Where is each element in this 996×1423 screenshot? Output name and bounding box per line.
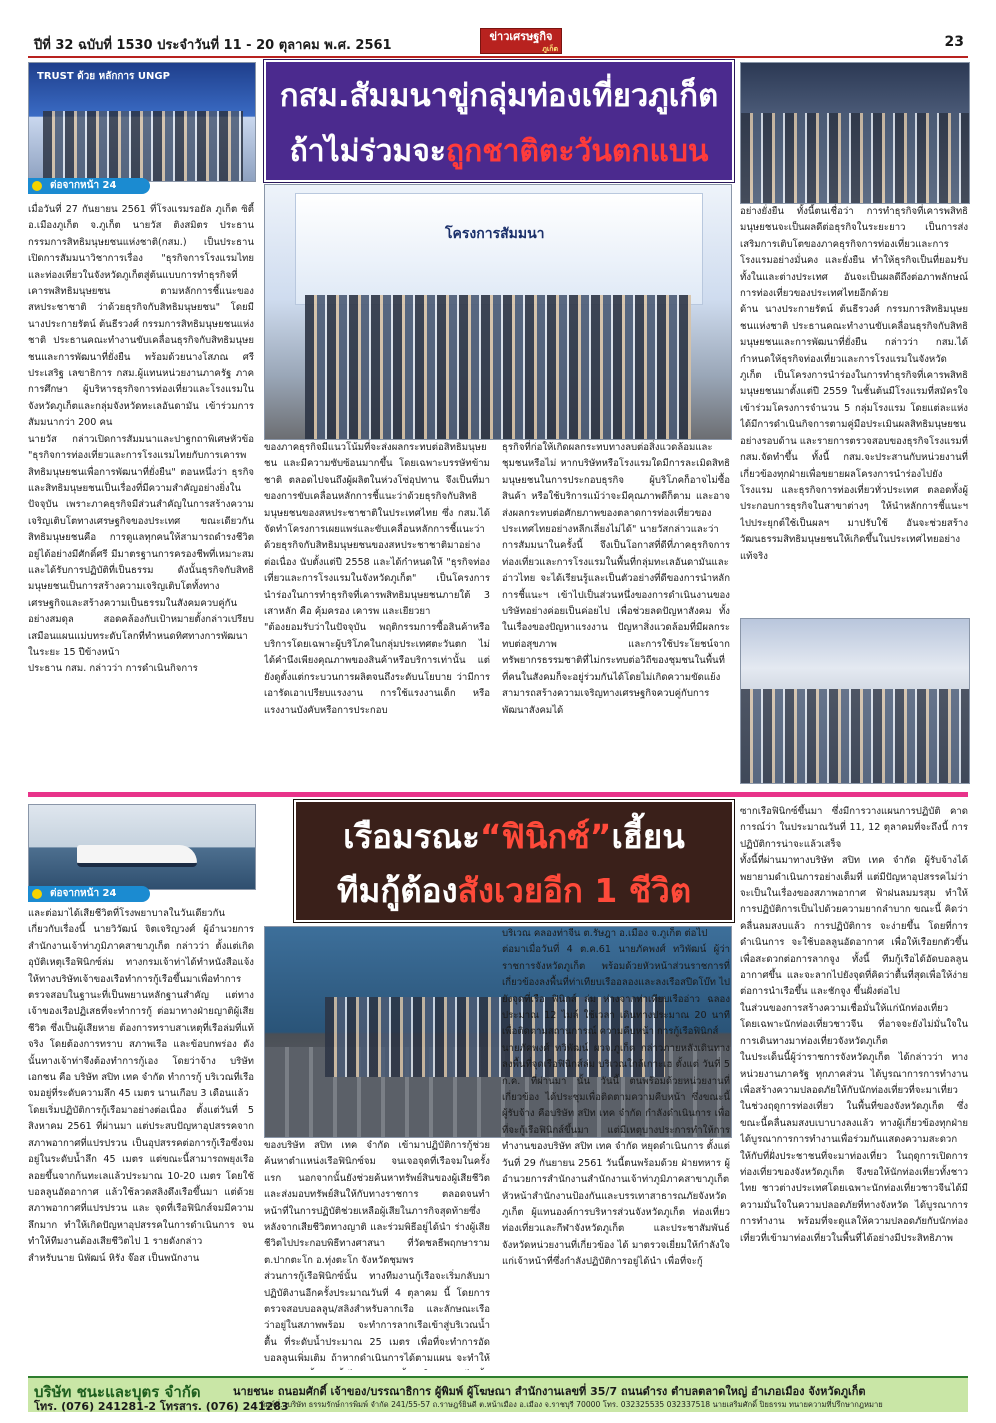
phoenix-article-col1: และต่อมาได้เสียชีวิตที่โรงพยาบาลในวันเดียวกัน เกี่ยวกับเรื่องนี้ นายวิวัฒน์ จิตเจริญวงศ์ ผู้อำนวยการสำนักงานเจ้าท่าภูมิภาคสาขาภูเก็ต กล่าวว่า ตั้งแต่เกิดอุบัติเหตุเรือฟินิกซ์ล่ม ทางกรมเจ้าท่าได้ทำหนังสือแจ้งให้ทางบริษัทเจ้าของเรือทำการกู้เรือขึ้นมาเพื่อทำการตรวจสอบในฐานะที่เป็นพยานหลักฐานสำคัญ แต่ทางเจ้าของเรือปฏิเสธที่จะทำการกู้ ต่อมาทางฝ่ายญาติผู้เสียชีวิต ซึ่งเป็นผู้เสียหาย ต้องการทราบสาเหตุที่เรือล่มที่แท้จริง โดยต้องการทราบ สภาพเรือ และข้อบกพร่อง ดังนั้นทางเจ้าท่าจึงต้องทำการกู้เอง โดยว่าจ้าง บริษัทเอกชน คือ บริษัท สปิท เทค จำกัด ทำการกู้ บริเวณที่เรือจมอยู่ที่ระดับความลึก 45 เมตร นานเกือบ 3 เดือนแล้ว โดยเริ่มปฏิบัติการกู้เรือมาอย่างต่อเนื่อง ตั้งแต่วันที่ 5 สิงหาคม 2561 ที่ผ่านมา แต่ประสบปัญหาอุปสรรคจากสภาพอากาศที่แปรปรวน เป็นอุปสรรคต่อการกู้เรือซึ่งจมอยู่ในระดับน้ำลึก 45 เมตร แต่ขณะนี้สามารถพยุงเรือลอยขึ้นจากก้นทะเลแล้วประมาณ 10-20 เมตร โดยใช้บอลลูนอัดอากาศ แล้วใช้ลวดสลิงดึงเรือขึ้นมา แต่ด้วยสภาพอากาศที่แปรปรวน และ จุดที่เรือฟินิกส์จมมีความลึกมาก ทำให้เกิดปัญหาอุปสรรคในการดำเนินการ จนทำให้ทีมงานต้องเสียชีวิตไป 1 รายดังกล่าว สำหรับนาย นิพัฒน์ หิรัง จ๊อส เป็นพนักงาน: [28, 908, 254, 1264]
masthead: [28, 28, 968, 56]
people-row: [43, 111, 243, 181]
audience-photo-mid-right: [740, 618, 970, 784]
footer-print-line: พิมพ์ที่...บริษัท ธรรมรักษ์การพิมพ์ จำกัด 241/55-57 ถ.ราษฎร์ยินดี ต.หน้าเมือง อ.เมือง จ.ราชบุรี 70000 โทร. 032325535 032337518 นายเสริมศักดิ์ ปิยธรรม ทนายความที่ปรึกษากฎหมาย: [260, 1400, 883, 1409]
headline-phoenix-line1: [296, 810, 732, 863]
masthead-rule: [28, 56, 968, 58]
award-recipients-row: [305, 295, 691, 439]
phoenix-article-col3: บริเวณ คลองท่าจีน ต.รัษฎา อ.เมือง จ.ภูเก็ต ต่อไป ต่อมาเมื่อวันที่ 4 ต.ค.61 นายภัคพงศ์ ทวิพัฒน์ ผู้ว่าราชการจังหวัดภูเก็ต พร้อมด้วยหัวหน้าส่วนราชการที่เกี่ยวข้องลงพื้นที่ท่าเทียบเรืออลองและลงเรือสปีดโบ๊ท ไปยังจุดที่เรือ ฟินิกส์ ล่ม ห่างจากท่าเทียบเรืออ่าว ฉลอง ประมาณ 12 ไมล์ ใช้เวลา เดินทางประมาณ 20 นาที เพื่อติดตามสถานการณ์ ความคืบหน้า การกู้เรือฟินิกส์ นายภัคพงศ์ ทวิพัฒน์ ผวจ.ภูเก็ต กล่าวภายหลังเดินทางลงพื้นที่จุดเรือฟินิกส์ล่ม บริเวณใกล้เกาะเฮ ตั้งแต่ วันที่ 5 ก.ค. ที่ผ่านมา นั้น วันนี้ ตนพร้อมด้วยหน่วยงานที่เกี่ยวข้อง ได้ประชุมเพื่อติดตามความคืบหน้า ซึ่งขณะนี้ผู้รับจ้าง คือบริษัท สปิท เทค จำกัด กำลังดำเนินการ เพื่อที่จะกู้เรือฟินิกส์ขึ้นมา แต่มีเหตุบางประการทำให้การทำงานของบริษัท สปิท เทค จำกัด หยุดดำเนินการ ตั้งแต่วันที่ 29 กันยายน 2561 วันนี้ตนพร้อมด้วย ฝ่ายทหาร ผู้อำนวยการสำนักงานสำนักงานเจ้าท่าภูมิภาคสาขาภูเก็ต หัวหน้าสำนักงานป้องกันและบรรเทาสาธารณภัยจังหวัดภูเก็ต ผู้แทนองค์การบริหารส่วนจังหวัดภูเก็ต ท่องเที่ยวท่องเที่ยวและกีฬาจังหวัดภูเก็ต และประชาสัมพันธ์จังหวัดหน่วยงานที่เกี่ยวข้อง ได้ มาตรวจเยี่ยมให้กำลังใจแก่เจ้าหน้าที่ซึ่งกำลังปฏิบัติการอยู่ได้นำ เพื่อที่จะกู้: [502, 928, 730, 1268]
continued-badge: [28, 178, 150, 194]
seminar-article-col4: อย่างยั่งยืน ทั้งนี้ตนเชื่อว่า การทำธุรกิจที่เคารพสิทธิมนุษยชนจะเป็นผลดีต่อธุรกิจในระยะยาว เป็นการส่งเสริมการเติบโตของภาคธุรกิจการท่องเที่ยวและการโรงแรมอย่างมั่นคง และยั่งยืน ทำให้ธุรกิจเป็นที่ยอมรับทั้งในและต่างประเทศ อันจะเป็นผลดีถึงต่อภาพลักษณ์การท่องเที่ยวของประเทศไทยอีกด้วย ด้าน นางประกายรัตน์ ต้นธีรวงศ์ กรรมการสิทธิมนุษยชนแห่งชาติ ประธานคณะทำงานขับเคลื่อนธุรกิจกับสิทธิมนุษยชนและการพัฒนาที่ยั่งยืน กล่าวว่า กสม.ได้กำหนดให้ธุรกิจท่องเที่ยวและการโรงแรมในจังหวัดภูเก็ต เป็นโครงการนำร่องในการทำธุรกิจที่เคารพสิทธิมนุษยชนมาตั้งแต่ปี 2559 ในชั้นต้นมีโรงแรมที่สมัครใจเข้าร่วมโครงการจำนวน 5 กลุ่มโรงแรม โดยแต่ละแห่งได้มีการดำเนินกิจการตามคู่มือประเมินผลสิทธิมนุษยชนอย่างรอบด้าน และรายการตรวจสอบของธุรกิจโรงแรมที่ กสม.จัดทำขึ้น ทั้งนี้ กสม.จะประสานกับหน่วยงานที่เกี่ยวข้องทุกฝ่ายเพื่อขยายผลโครงการนำร่องไปยังโรงแรม และธุรกิจการท่องเที่ยวทั่วประเทศ ตลอดทั้งผู้ประกอบการธุรกิจในสาขาต่างๆ ให้นำหลักการชี้แนะฯ ไปประยุกต์ใช้เป็นผลฯ มาปรับใช้ อันจะช่วยสร้างวัฒนธรรมสิทธิมนุษยชนให้เกิดขึ้นในประเทศไทยอย่างแท้จริง: [740, 206, 968, 562]
headline-phoenix-line2-prefix: ทีมกู้ต้อง: [336, 871, 458, 910]
speedboat-hull: [77, 845, 197, 867]
headline-seminar-line2: [266, 128, 732, 175]
issue-info: ปีที่ 32 ฉบับที่ 1530 ประจำวันที่ 11 - 20 ตุลาคม พ.ศ. 2561: [34, 38, 392, 53]
headline-seminar-line1: กสม.สัมมนาขู่กลุ่มท่องเที่ยวภูเก็ต: [279, 78, 719, 114]
section-divider: [28, 792, 968, 797]
stage-sign-text: โครงการสัมมนา: [445, 226, 545, 242]
audience-crowd: [741, 113, 969, 203]
headline-seminar-line2-prefix: ถ้าไม่ร่วมจะ: [289, 134, 446, 169]
audience-seated: [741, 689, 969, 783]
footer-owner-line: นายชนะ ถนอมศักดิ์ เจ้าของ/บรรณาธิการ ผู้พิมพ์ ผู้โฆษณา สำนักงานเลขที่ 35/7 ถนนดำรง ตำบลตลาดใหญ่ อำเภอเมือง จังหวัดภูเก็ต: [233, 1385, 866, 1398]
publisher-footer: [28, 1376, 968, 1412]
logo-subtext: ภูเก็ต: [542, 45, 558, 53]
continued-badge-label: ต่อจากหน้า 24: [50, 180, 117, 191]
headline-phoenix-line2: [296, 864, 732, 917]
headline-seminar-line2-highlight: ถูกชาติตะวันตกแบน: [445, 134, 709, 169]
headline-phoenix-line1-suffix: เฮี้ยน: [611, 817, 685, 856]
newspaper-logo: [480, 28, 562, 54]
phoenix-article-col4: ซากเรือฟินิกซ์ขึ้นมา ซึ่งมีการวางแผนการปฏิบัติ คาดการณ์ว่า ในประมาณวันที่ 11, 12 ตุลาคมที่จะถึงนี้ การปฏิบัติการน่าจะแล้วเสร็จ ทั้งนี้ที่ผ่านมาทางบริษัท สปิท เทค จำกัด ผู้รับจ้างได้พยายามดำเนินการอย่างเต็มที่ แต่มีปัญหาอุปสรรคไม่ว่าจะเป็นในเรื่องของสภาพอากาศ ฟ้าฝนลมมรสุม ทำให้การปฏิบัติการเป็นไปด้วยความยากลำบาก ขณะนี้ คิดว่าคลื่นลมสงบแล้ว การปฏิบัติการ จะง่ายขึ้น โดยที่การดำเนินการ จะใช้บอลลูนอัดอากาศ เพื่อให้เรือยกตัวขึ้นเพื่อสะดวกต่อการลากจูง ทั้งนี้ ทีมกู้เรือได้อัดบอลลูนอากาศขึ้น และจะลากไปยังจุดที่คิดว่าตื้นที่สุดเพื่อให้ง่ายต่อการนำเรือขึ้น และชักจูง ขึ้นฝั่งต่อไป ในส่วนของการสร้างความเชื่อมั่นให้แก่นักท่องเที่ยว โดยเฉพาะนักท่องเที่ยวชาวจีน ที่อาจจะยังไม่มั่นใจในการเดินทางมาท่องเที่ยวจังหวัดภูเก็ต ในประเด็นนี้ผู้ว่าราชการจังหวัดภูเก็ต ได้กล่าวว่า ทางหน่วยงานภาครัฐ ทุกภาคส่วน ได้บูรณาการการทำงานเพื่อสร้างความปลอดภัยให้กับนักท่องเที่ยวที่จะมาเที่ยวในช่วงฤดูการท่องเที่ยว ในพื้นที่ของจังหวัดภูเก็ต ซึ่งขณะนี้คลื่นลมสงบเบาบางลงแล้ว ทางผู้เกี่ยวข้องทุกฝ่ายได้บูรณาการการทำงานเพื่อร่วมกันแสดงความสะดวกให้กับที่ฝั่งประชาชนที่จะมาท่องเที่ยว ในฤดูการเปิดการท่องเที่ยวของจังหวัดภูเก็ต จึงขอให้นักท่องเที่ยวทั้งชาวไทย ชาวต่างประเทศโดยเฉพาะนักท่องเที่ยวชาวจีนได้มีความมั่นใจในความปลอดภัยที่ทางจังหวัด ได้บูรณาการการทำงาน พร้อมที่จะดูแลให้ความปลอดภัยกับนักท่องเที่ยวที่เข้ามาท่องเที่ยวในพื้นที่ได้อย่างมีประสิทธิภาพ: [740, 806, 968, 1244]
badge-dot-icon: [32, 181, 42, 191]
seminar-article-col3: ธุรกิจที่ก่อให้เกิดผลกระทบทางลบต่อสิ่งแวดล้อมและชุมชนหรือไม่ หากบริษัทหรือโรงแรมใดมีการละเมิดสิทธิมนุษยชนในการประกอบธุรกิจ ผู้บริโภคก็อาจไม่ซื้อสินค้า หรือใช้บริการแม้ว่าจะมีคุณภาพดีก็ตาม และอาจส่งผลกระทบต่อศักยภาพของตลาดการท่องเที่ยวของประเทศไทยอย่างหลีกเลี่ยงไม่ได้" นายวัสกล่าวและว่า การสัมมนาในครั้งนี้ จึงเป็นโอกาสที่ดีที่ภาคธุรกิจการท่องเที่ยวและการโรงแรมในพื้นที่กลุ่มทะเลอันดามันและอ่าวไทย จะได้เรียนรู้และเป็นตัวอย่างที่ดีของการนำหลักการชี้แนะฯ เข้าไปเป็นส่วนหนึ่งของการดำเนินงานของบริษัทอย่างค่อยเป็นค่อยไป เพื่อช่วยลดปัญหาสังคม ทั้งในเรื่องของปัญหาแรงงาน ปัญหาสิ่งแวดล้อมที่มีผลกระทบต่อสุขภาพ และการใช้ประโยชน์จากทรัพยากรธรรมชาติที่ไม่กระทบต่อวิถีของชุมชนในพื้นที่ ที่คนในสังคมก็จะอยู่ร่วมกันได้โดยไม่เกิดความขัดแย้ง สามารถสร้างความเจริญทางเศรษฐกิจควบคู่กับการพัฒนาสังคมได้: [502, 442, 730, 716]
footer-phone: โทร. (076) 241281-2 โทรสาร. (076) 241283: [34, 1400, 289, 1413]
headline-phoenix-line1-prefix: เรือมรณะ: [343, 817, 480, 856]
continued-badge-2-label: ต่อจากหน้า 24: [50, 888, 117, 899]
headline-phoenix-line2-highlight: สังเวยอีก 1 ชีวิต: [457, 871, 692, 910]
audience-photo-top-right: [740, 62, 970, 204]
headline-phoenix: [294, 800, 734, 922]
photo-banner-text: TRUST ด้วย หลักการ UNGP: [37, 71, 170, 82]
seminar-stage-photo: [264, 184, 732, 440]
headline-seminar: [264, 60, 734, 182]
seminar-group-photo-left: [28, 62, 256, 182]
speedboat-photo: [28, 804, 256, 890]
logo-text: ข่าวเศรษฐกิจ: [489, 30, 553, 43]
badge-dot-icon-2: [32, 889, 42, 899]
stage-backdrop: [295, 193, 703, 305]
footer-company: บริษัท ชนะและบุตร จำกัด: [34, 1383, 201, 1401]
seminar-article-col1: เมื่อวันที่ 27 กันยายน 2561 ที่โรงแรมรอยัล ภูเก็ต ซิตี้ อ.เมืองภูเก็ต จ.ภูเก็ต นายวัส ติงสมิตร ประธานกรรมการสิทธิมนุษยชนแห่งชาติ(กสม.) เป็นประธานเปิดการสัมมนาวิชาการเรื่อง "ธุรกิจการโรงแรมไทยและท่องเที่ยวในจังหวัดภูเก็ตสู่ต้นแบบการทำธุรกิจที่เคารพสิทธิมนุษยชน ตามหลักการชี้แนะของสหประชาชาติ ว่าด้วยธุรกิจกับสิทธิมนุษยชน" โดยมีนางประกายรัตน์ ต้นธีรวงศ์ กรรมการสิทธิมนุษยชนแห่งชาติ ประธานคณะทำงานขับเคลื่อนธุรกิจกับสิทธิมนุษยชนและการพัฒนาที่ยั่งยืน พร้อมด้วยนางโสภณ ศรีประเสริฐ เลขาธิการ กสม.ผู้แทนหน่วยงานภาครัฐ ภาคการศึกษา ผู้บริหารธุรกิจการท่องเที่ยวและโรงแรมในจังหวัดภูเก็ตและกลุ่มจังหวัดทะเลอันดามัน เข้าร่วมการสัมมนากว่า 200 คน นายวัส กล่าวเปิดการสัมมนาและปาฐกถาพิเศษหัวข้อ "ธุรกิจการท่องเที่ยวและการโรงแรมไทยกับการเคารพสิทธิมนุษยชนเพื่อการพัฒนาที่ยั่งยืน" ตอนหนึ่งว่า ธุรกิจและสิทธิมนุษยชนเป็นเรื่องที่มีความสำคัญอย่างยิ่งในปัจจุบัน เพราะภาคธุรกิจมีส่วนสำคัญในการสร้างความเจริญเติบโตทางเศรษฐกิจของประเทศ ขณะเดียวกันสิทธิมนุษยชนคือ การดูแลทุกคนให้สามารถดำรงชีวิตอยู่ได้อย่างมีศักดิ์ศรี มีมาตรฐานการครองชีพที่เหมาะสม และได้รับการปฏิบัติที่เป็นธรรม ดังนั้นธุรกิจกับสิทธิมนุษยชนเป็นการสร้างความเจริญเติบโตทั้งทางเศรษฐกิจและสร้างความเป็นธรรมในสังคมควบคู่กันอย่างสมดุล สอดคล้องกับเป้าหมายตั้งกล่าวเปรียบเสมือนแผนแม่บทระดับโลกที่ทำหนดทิศทางการพัฒนาในระยะ 15 ปีข้างหน้า ประธาน กสม. กล่าวว่า การดำเนินกิจการ: [28, 204, 254, 675]
headline-phoenix-line1-highlight: “ฟินิกซ์”: [479, 817, 612, 856]
page-number: 23: [944, 34, 964, 50]
phoenix-article-col2: ของบริษัท สปิท เทค จำกัด เข้ามาปฏิบัติการกู้ช่วยค้นหาตำแหน่งเรือฟินิกซ์จม จนเจอจุดที่เรือจมในครั้งแรก นอกจากนั้นยังช่วยค้นหาทรัพย์สินของผู้เสียชีวิตและส่งมอบทรัพย์สินให้กับทางราชการ ตลอดจนทำหน้าที่ในการปฏิบัติช่วยเหลือผู้เสียในภารกิจสุดท้ายซึ่งหลังจากเสียชีวิตทางญาติ และร่วมพิธีอยู่ได้นำ ร่างผู้เสียชีวิตไปประกอบพิธีทางศาสนา ที่วัดชลธีพฤกษาราม ต.ปากตะโก อ.ทุ่งตะโก จังหวัดชุมพร ส่วนการกู้เรือฟินิกซ์นั้น ทางทีมงานกู้เรือจะเริ่มกลับมาปฏิบัติงานอีกครั้งประมาณวันที่ 4 ตุลาคม นี้ โดยการตรวจสอบบอลลูน/สลิงสำหรับลากเรือ และลักษณะเรือว่าอยู่ในสภาพพร้อม จะทำการลากเรือเข้าสู่บริเวณน้ำตื้น ที่ระดับน้ำประมาณ 25 เมตร เพื่อที่จะทำการอัดบอลลูนเพิ่มเติม ถ้าหากดำเนินการได้ตามแผน จะทำให้: [264, 1140, 490, 1365]
continued-badge-2: [28, 886, 150, 902]
seminar-article-col2: ของภาคธุรกิจมีแนวโน้มที่จะส่งผลกระทบต่อสิทธิมนุษยชน และมีความซับซ้อนมากขึ้น โดยเฉพาะบรรษัทข้ามชาติ ตลอดไปจนถึงผู้ผลิตในห่วงโซ่อุปทาน จึงเป็นที่มาของการขับเคลื่อนหลักการชี้แนะว่าด้วยธุรกิจกับสิทธิมนุษยชนของสหประชาชาติในประเทศไทย ซึ่ง กสม.ได้จัดทำโครงการเผยแพร่และขับเคลื่อนหลักการชี้แนะว่าด้วยธุรกิจกับสิทธิมนุษยชนของสหประชาชาติมาอย่างต่อเนื่อง นับตั้งแต่ปี 2558 และได้กำหนดให้ "ธุรกิจท่องเที่ยวและการโรงแรมในจังหวัดภูเก็ต" เป็นโครงการนำร่องในการทำธุรกิจที่เคารพสิทธิมนุษยชนภายใต้ 3 เสาหลัก คือ คุ้มครอง เคารพ และเยียวยา "ต้องยอมรับว่าในปัจจุบัน พฤติกรรมการซื้อสินค้าหรือบริการโดยเฉพาะผู้บริโภคในกลุ่มประเทศตะวันตก ไม่ได้คำนึงเพียงคุณภาพของสินค้าหรือบริการเท่านั้น แต่ยังดูตั้งแต่กระบวนการผลิตจนถึงระดับนโยบาย ว่ามีการเอารัดเอาเปรียบแรงงาน การใช้แรงงานเด็ก หรือแรงงานบังคับหรือการประกอบ: [264, 442, 490, 716]
